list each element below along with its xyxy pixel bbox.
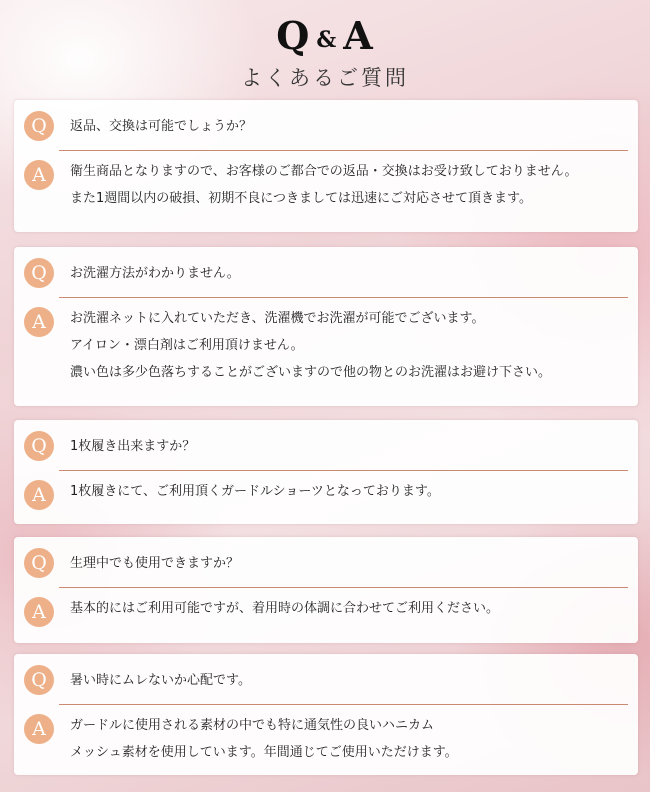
faq-answer-line: また1週間以内の破損、初期不良につきましては迅速にご対応させて頂きます。 xyxy=(70,191,532,206)
answer-badge-icon: A xyxy=(24,160,54,190)
faq-answer-line: アイロン・漂白剤はご利用頂けません。 xyxy=(70,338,304,353)
faq-question-row xyxy=(24,431,628,461)
faq-answer-line: お洗濯ネットに入れていただき、洗濯機でお洗濯が可能でございます。 xyxy=(70,311,485,326)
faq-item-single-wear xyxy=(14,420,638,524)
question-badge-icon: Q xyxy=(24,548,54,578)
faq-divider xyxy=(59,587,628,588)
faq-question-row xyxy=(24,548,628,578)
faq-question-row xyxy=(24,665,628,695)
faq-answer-row xyxy=(24,480,628,510)
answer-badge-icon: A xyxy=(24,714,54,744)
faq-answer-text xyxy=(70,478,440,505)
faq-answer-row xyxy=(24,307,628,386)
faq-answer-line: メッシュ素材を使用しています。年間通じてご使用いただけます。 xyxy=(70,745,458,760)
faq-answer-text xyxy=(70,595,499,622)
faq-question-row xyxy=(24,258,628,288)
title-ampersand: & xyxy=(316,27,338,53)
faq-item-period xyxy=(14,537,638,643)
answer-badge-icon: A xyxy=(24,307,54,337)
faq-question-text: 1枚履き出来ますか？ xyxy=(70,439,196,454)
faq-question-text: お洗濯方法がわかりません。 xyxy=(70,266,240,281)
title-a: A xyxy=(343,13,374,58)
faq-answer-text xyxy=(70,712,458,766)
page-title xyxy=(0,14,650,62)
question-badge-icon: Q xyxy=(24,431,54,461)
faq-divider xyxy=(59,704,628,705)
faq-question-row xyxy=(24,111,628,141)
faq-answer-line: ガードルに使用される素材の中でも特に通気性の良いハニカム xyxy=(70,718,435,733)
faq-question-text: 暑い時にムレないか心配です。 xyxy=(70,673,251,688)
faq-question-text: 返品、交換は可能でしょうか？ xyxy=(70,119,253,134)
faq-answer-row xyxy=(24,714,628,766)
title-q: Q xyxy=(276,13,311,58)
faq-item-returns xyxy=(14,100,638,232)
faq-divider xyxy=(59,150,628,151)
faq-answer-row xyxy=(24,160,628,212)
question-badge-icon: Q xyxy=(24,665,54,695)
faq-answer-line: 衛生商品となりますので、お客様のご都合での返品・交換はお受け致しておりません。 xyxy=(70,164,578,179)
faq-divider xyxy=(59,470,628,471)
faq-answer-row xyxy=(24,597,628,627)
faq-answer-line: 基本的にはご利用可能ですが、着用時の体調に合わせてご利用ください。 xyxy=(70,601,500,616)
faq-answer-text xyxy=(70,158,578,212)
faq-question-text: 生理中でも使用できますか？ xyxy=(70,556,240,571)
page-header xyxy=(0,14,650,92)
page-subtitle: よくあるご質問 xyxy=(241,66,409,90)
question-badge-icon: Q xyxy=(24,111,54,141)
faq-item-washing xyxy=(14,247,638,406)
answer-badge-icon: A xyxy=(24,480,54,510)
faq-answer-line: 濃い色は多少色落ちすることがございますので他の物とのお洗濯はお避け下さい。 xyxy=(70,365,552,380)
faq-answer-line: 1枚履きにて、ご利用頂くガードルショーツとなっております。 xyxy=(70,484,440,499)
faq-item-breathability xyxy=(14,654,638,775)
faq-divider xyxy=(59,297,628,298)
faq-answer-text xyxy=(70,305,551,386)
answer-badge-icon: A xyxy=(24,597,54,627)
question-badge-icon: Q xyxy=(24,258,54,288)
